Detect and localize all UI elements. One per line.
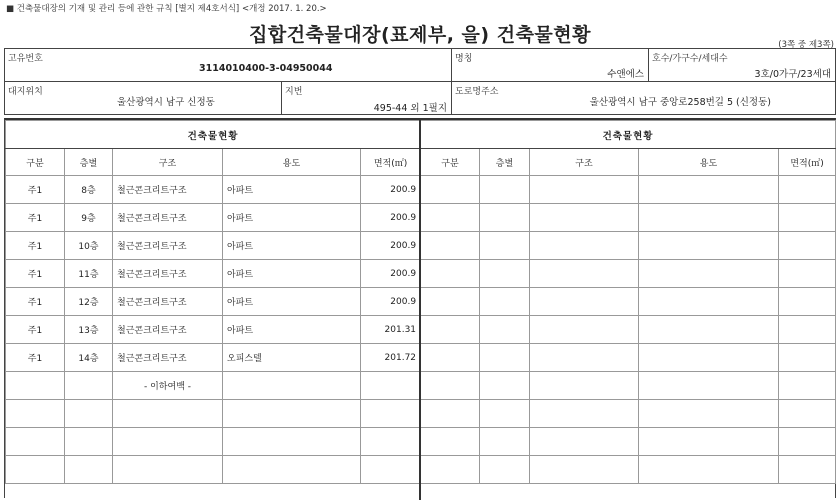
cell-type: 주1 (6, 204, 65, 232)
empty-cell (639, 232, 779, 260)
empty-cell (639, 344, 779, 372)
empty-cell (421, 372, 480, 400)
table-row (6, 176, 421, 204)
empty-cell (480, 288, 530, 316)
cell-type: 주1 (6, 316, 65, 344)
cell-area: 200.9 (361, 288, 421, 316)
building-name-value: 수앤에스 (607, 69, 644, 80)
cell-area: 200.9 (361, 204, 421, 232)
empty-cell (6, 400, 65, 428)
empty-cell (530, 456, 639, 484)
cell-use: 아파트 (223, 316, 361, 344)
empty-cell (480, 344, 530, 372)
empty-cell (223, 372, 361, 400)
col-header-area: 면적(㎡) (361, 149, 421, 176)
location-label: 대지위치 (8, 87, 43, 97)
empty-cell (530, 204, 639, 232)
cell-area: 200.9 (361, 176, 421, 204)
empty-cell (421, 428, 480, 456)
empty-cell (421, 260, 480, 288)
col-header-floor: 층별 (65, 149, 113, 176)
document-title: 집합건축물대장(표제부, 을) 건축물현황 (249, 24, 591, 46)
cell-use: 아파트 (223, 288, 361, 316)
empty-cell (480, 456, 530, 484)
empty-cell (530, 260, 639, 288)
cell-structure: 철근콘크리트구조 (113, 204, 223, 232)
cell-use: 아파트 (223, 232, 361, 260)
blank-note: - 이하여백 - (113, 372, 223, 400)
cell-area: 200.9 (361, 232, 421, 260)
section-title-right: 건축물현황 (421, 121, 836, 149)
empty-cell (530, 176, 639, 204)
empty-cell (779, 260, 836, 288)
cell-floor: 14층 (65, 344, 113, 372)
table-row (421, 260, 836, 288)
empty-cell (421, 204, 480, 232)
center-divider (419, 120, 421, 500)
empty-cell (779, 288, 836, 316)
table-row (6, 400, 421, 428)
empty-cell (779, 204, 836, 232)
empty-cell (361, 372, 421, 400)
cell-floor: 8층 (65, 176, 113, 204)
empty-cell (113, 400, 223, 428)
empty-cell (779, 456, 836, 484)
cell-structure: 철근콘크리트구조 (113, 288, 223, 316)
empty-cell (6, 428, 65, 456)
location-cell (4, 81, 282, 115)
units-label: 호수/가구수/세대수 (652, 54, 728, 64)
empty-cell (421, 400, 480, 428)
empty-cell (639, 204, 779, 232)
cell-area: 201.31 (361, 316, 421, 344)
cell-use: 아파트 (223, 260, 361, 288)
section-title-left: 건축물현황 (6, 121, 421, 149)
status-table-right (420, 120, 836, 484)
empty-cell (779, 176, 836, 204)
col-header-floor: 층별 (480, 149, 530, 176)
location-value: 울산광역시 남구 신정동 (117, 97, 215, 108)
empty-cell (113, 428, 223, 456)
table-row (6, 288, 421, 316)
empty-cell (530, 428, 639, 456)
empty-cell (421, 344, 480, 372)
empty-cell (639, 176, 779, 204)
page-info: (3쪽 중 제3쪽) (778, 40, 834, 50)
table-row (6, 316, 421, 344)
table-row (6, 204, 421, 232)
empty-cell (480, 372, 530, 400)
lot-number-label: 지번 (285, 87, 303, 97)
table-row (421, 204, 836, 232)
empty-cell (639, 456, 779, 484)
cell-area: 201.72 (361, 344, 421, 372)
empty-cell (65, 400, 113, 428)
empty-cell (639, 428, 779, 456)
status-table-left (5, 120, 421, 484)
empty-cell (779, 372, 836, 400)
road-address-cell (451, 81, 836, 115)
table-row (421, 344, 836, 372)
cell-area: 200.9 (361, 260, 421, 288)
unique-number-value: 3114010400-3-04950044 (199, 63, 333, 74)
empty-cell (421, 176, 480, 204)
cell-use: 아파트 (223, 204, 361, 232)
cell-structure: 철근콘크리트구조 (113, 260, 223, 288)
empty-cell (639, 316, 779, 344)
empty-cell (480, 316, 530, 344)
cell-structure: 철근콘크리트구조 (113, 232, 223, 260)
table-row (6, 344, 421, 372)
cell-structure: 철근콘크리트구조 (113, 344, 223, 372)
empty-cell (530, 344, 639, 372)
unique-number-cell (4, 48, 452, 82)
table-row (6, 260, 421, 288)
empty-cell (779, 316, 836, 344)
cell-floor: 12층 (65, 288, 113, 316)
table-row (6, 372, 421, 400)
empty-cell (480, 428, 530, 456)
col-header-type: 구분 (6, 149, 65, 176)
empty-cell (65, 456, 113, 484)
empty-cell (421, 456, 480, 484)
table-row (421, 288, 836, 316)
table-row (421, 232, 836, 260)
empty-cell (779, 344, 836, 372)
road-address-value: 울산광역시 남구 중앙로258번길 5 (신정동) (589, 97, 771, 108)
empty-cell (530, 288, 639, 316)
empty-cell (421, 232, 480, 260)
table-row (6, 232, 421, 260)
empty-cell (361, 428, 421, 456)
empty-cell (779, 428, 836, 456)
col-header-type: 구분 (421, 149, 480, 176)
col-header-structure: 구조 (113, 149, 223, 176)
cell-use: 오피스텔 (223, 344, 361, 372)
cell-floor: 13층 (65, 316, 113, 344)
col-header-use: 용도 (223, 149, 361, 176)
empty-cell (421, 316, 480, 344)
empty-cell (480, 204, 530, 232)
cell-type: 주1 (6, 232, 65, 260)
empty-cell (223, 428, 361, 456)
cell-structure: 철근콘크리트구조 (113, 176, 223, 204)
empty-cell (530, 372, 639, 400)
cell-type: 주1 (6, 344, 65, 372)
empty-cell (223, 456, 361, 484)
road-address-label: 도로명주소 (455, 87, 499, 97)
empty-cell (530, 316, 639, 344)
cell-type: 주1 (6, 260, 65, 288)
cell-floor: 11층 (65, 260, 113, 288)
lot-number-cell (281, 81, 452, 115)
empty-cell (361, 456, 421, 484)
empty-cell (779, 400, 836, 428)
table-row (421, 316, 836, 344)
empty-cell (480, 176, 530, 204)
empty-cell (113, 456, 223, 484)
empty-cell (639, 372, 779, 400)
table-row (421, 176, 836, 204)
empty-cell (65, 372, 113, 400)
table-row (421, 372, 836, 400)
empty-cell (530, 232, 639, 260)
empty-cell (421, 288, 480, 316)
empty-cell (6, 372, 65, 400)
table-row (6, 456, 421, 484)
empty-cell (639, 260, 779, 288)
cell-type: 주1 (6, 176, 65, 204)
col-header-area: 면적(㎡) (779, 149, 836, 176)
table-row (421, 456, 836, 484)
building-name-label: 명칭 (455, 54, 473, 64)
table-row (421, 400, 836, 428)
empty-cell (779, 232, 836, 260)
unique-number-label: 고유번호 (8, 54, 43, 64)
empty-cell (530, 400, 639, 428)
cell-floor: 10층 (65, 232, 113, 260)
building-status-section (4, 118, 836, 498)
empty-cell (6, 456, 65, 484)
cell-floor: 9층 (65, 204, 113, 232)
empty-cell (480, 232, 530, 260)
header-info-block (4, 48, 836, 116)
lot-number-value: 495-44 외 1필지 (373, 103, 447, 114)
empty-cell (480, 260, 530, 288)
form-regulation-note: ■ 건축물대장의 기재 및 관리 등에 관한 규칙 [별지 제4호서식] <개정 2017. 1. 20.> (6, 4, 327, 14)
units-cell (648, 48, 836, 82)
col-header-structure: 구조 (530, 149, 639, 176)
col-header-use: 용도 (639, 149, 779, 176)
empty-cell (361, 400, 421, 428)
empty-cell (65, 428, 113, 456)
empty-cell (639, 400, 779, 428)
table-row (421, 428, 836, 456)
empty-cell (480, 400, 530, 428)
table-row (6, 428, 421, 456)
units-value: 3호/0가구/23세대 (754, 69, 831, 80)
empty-cell (639, 288, 779, 316)
empty-cell (223, 400, 361, 428)
cell-type: 주1 (6, 288, 65, 316)
cell-structure: 철근콘크리트구조 (113, 316, 223, 344)
building-name-cell (451, 48, 649, 82)
cell-use: 아파트 (223, 176, 361, 204)
